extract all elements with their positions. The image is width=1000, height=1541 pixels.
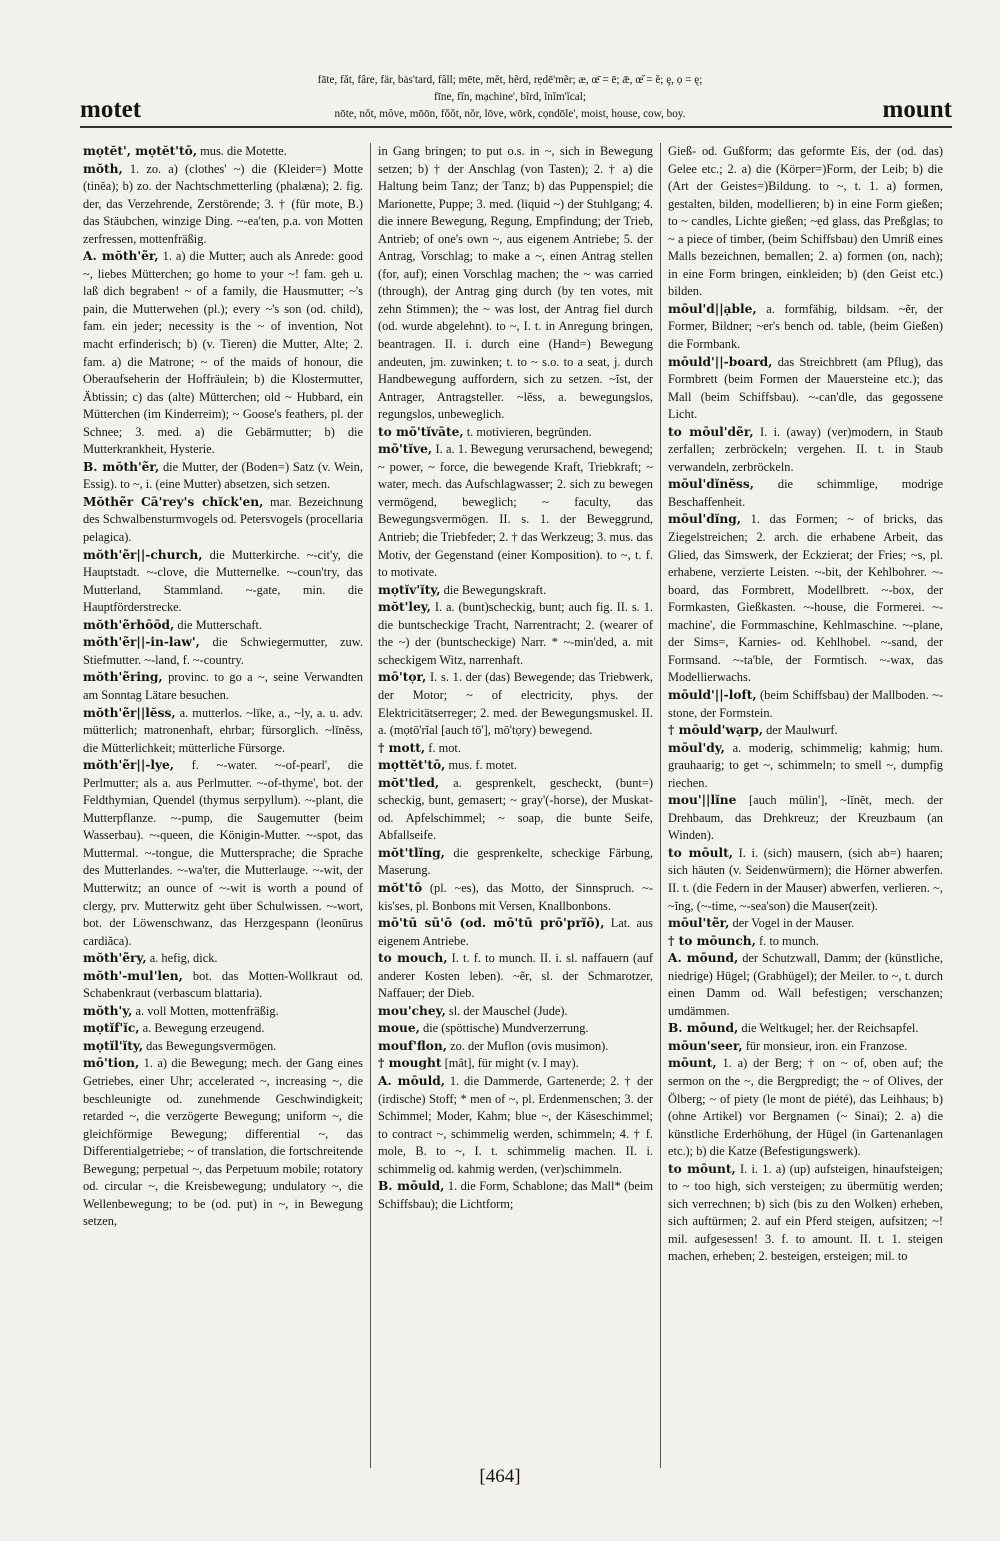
entry-definition: I. s. 1. der (das) Bewegende; das Triebwerk, der Motor; ~ of electricity, phys. der Elektricitätserreger; 2. med. der Bewegungsmuskel. II. a. (mọtō'rĭal [auch tō'], mō'tọry) bewegend. [378,670,653,738]
entry-headword: mōul'dy, [668,740,725,755]
dictionary-entry [83,248,363,459]
entry-definition: 1. a) die Mutter; auch als Anrede: good ~, liebes Mütterchen; go home to your ~! fam. geh u. laß dich begraben! ~ of a family, die Hausmutter; ~'s pain, die Mutterwehen (pl.); every ~'s son (od. child), fam. ein jeder; necessity is the ~ of invention, Not macht erfinderisch; b) (v. Tieren) die Mutter, Alte; 2. fam. a) die Matrone; ~ of the maids of honour, die Oberaufseherin der Hoffräulein; b) die Klostermutter, Äbtissin; c) das (alte) Mütterchen; old ~ Hubbard, ein Mütterchen (im Kinderreim); ~ Goose's feathers, pl. der Schnee; 3. med. a) die Gebärmutter; b) die Mutterkrankheit, Hysterie. [83,249,363,457]
dictionary-entry [668,950,943,1020]
entry-headword: mouf'flon, [378,1038,447,1053]
entry-definition: a. gesprenkelt, gescheckt, (bunt=) scheckig, bunt, gemasert; ~ gray'(-horse), der Muskat- od. Apfelschimmel; ~ soap, die bunte Seife, Abfallseife. [378,775,653,843]
entry-definition: die Weltkugel; her. der Reichsapfel. [741,1021,919,1036]
entry-headword: mŏth'ẽr||-in-law', [83,635,200,650]
entry-headword: to mō'tĭvāte, [378,424,464,439]
dictionary-entry [83,494,363,547]
entry-headword: mŏth'y, [83,1003,133,1018]
entry-headword: † mōuld'wạrp, [668,723,763,738]
entry-headword: B. mōund, [668,1021,739,1036]
entry-definition: die gesprenkelte, scheckige Färbung, Maserung. [378,845,653,878]
entry-headword: B. mōuld, [378,1179,445,1194]
entry-definition: mar. Bezeichnung des Schwalbensturmvogels od. Petersvogels (procellaria pelagica). [83,494,363,545]
entry-definition: (pl. ~es), das Motto, der Sinnspruch. ~-kis'ses, pl. Bonbons mit Versen, Knallbonbons. [378,880,653,913]
dictionary-entry [83,161,363,249]
dictionary-entry [378,1073,653,1178]
entry-headword: mou'chey, [378,1003,446,1018]
dictionary-entry [83,1020,363,1038]
entry-definition: 1. die Form, Schablone; das Mall* (beim Schiffsbau); die Lichtform; [378,1179,653,1211]
entry-headword: to mōunt, [668,1161,736,1176]
entry-definition: Gieß- od. Gußform; das geformte Eis, der (od. das) Gelee etc.; 2. a) die (Körper=)Form, der Leib; b) die (Art der Geistes=)Bildung. to ~, t. 1. a) formen, gestalten, bilden, modellieren; b) in eine Form gießen; to ~ candles, Lichte gießen; ~ẹd glass, das Preßglas; to ~ a piece of timber, (beim Schiffsbau) den Umriß eines Malls bezeichnen, bemallen; 2. a) formen (on, nach); in eine Form bringen, einkleiden; b) (den Geist etc.) bilden. [668,144,943,299]
entry-definition: für monsieur, iron. ein Franzose. [745,1038,908,1053]
dictionary-entry [378,599,653,669]
entry-headword: A. mōuld, [378,1073,445,1088]
entry-definition: die (spöttische) Mundverzerrung. [423,1021,589,1036]
entry-headword: mŏt'tō [378,880,423,895]
entry-headword: mŏt'tlĭng, [378,845,445,860]
dictionary-entry [378,1038,653,1056]
entry-definition: die Bewegungskraft. [443,582,547,597]
dictionary-entry [668,476,943,511]
entry-headword: mŏth'ẽr||-church, [83,547,203,562]
entry-definition: das Streichbrett (am Pflug), das Formbrett (beim Formen der Mauersteine etc.); das Mall (beim Schiffsbau). ~-can'dle, das gegossene Licht. [668,354,943,422]
right-guide-word: mount [882,96,952,123]
entry-headword: mōuld'||-board, [668,354,773,369]
entry-definition: a. formfähig, bildsam. ~ẽr, der Former, Bildner; ~er's bench od. table, (beim Gießen) die Formbank. [668,301,943,352]
entry-headword: mō'tọr, [378,670,427,685]
entry-definition: 1. zo. a) (clothes' ~) die (Kleider=) Motte (tinĕa); b) zo. der Nachtschmetterling (phalæna); 2. fig. der, das Verzehrende, Zerstörende; 3. † (für mote, B.) das Stäubchen, winzige Ding. ~-ea'ten, p.a. von Motten zerfressen, mottenfräßig. [83,161,363,246]
dictionary-entry [378,424,653,442]
entry-definition: a. mutterlos. ~līke, a., ~ly, a. u. adv. mütterlich; matronenhaft, ehrbar; fürsorglich. ~līnĕss, die Mütterlichkeit; mütterliche Fürsorge. [83,705,363,755]
entry-definition: Lat. aus eigenem Antriebe. [378,916,653,948]
dictionary-entry [668,1161,943,1266]
entry-definition: sl. der Mauschel (Jude). [448,1003,568,1018]
entry-definition: I. i. (sich) mausern, (sich ab=) haaren; sich häuten (v. Seidenwürmern); die Hörner abwerfen. II. t. (die Federn in der Mauser) abwerfen, verlieren. ~, ~ĭng, (~-time, ~-sea'son) die Mauser(zeit). [668,845,943,913]
entry-headword: mŏt'ley, [378,600,431,615]
dictionary-entry [378,1020,653,1038]
pronunciation-key-line: nōte, nŏt, môve, mōōn, fŏŏt, nŏr, lōve, wōrk, cọndōle', moist, house, cow, boy. [334,108,686,120]
entry-definition: die Schwiegermutter, zuw. Stiefmutter. ~-land, f. ~-country. [83,635,363,667]
dictionary-entry [378,845,653,880]
dictionary-entry [378,441,653,581]
entry-headword: to mouch, [378,951,448,966]
entry-definition: 1. a) der Berg; † on ~ of, oben auf; the sermon on the ~, die Bergpredigt; the ~ of Olives, der Ölberg; ~ of piety (le mont de piété), das Leihhaus; b) (ohne Artikel) vor Bergnamen (~ Sinai); 2. a) die künstliche Erderhöhung, der Hügel (in Gartenanlagen etc.); b) die Katze (Befestigungswerk). [668,1056,943,1159]
dictionary-entry [378,915,653,950]
entry-definition: a. hefig, dick. [149,951,218,966]
dictionary-entry [83,669,363,704]
entry-headword: A. mōund, [668,951,739,966]
dictionary-entry [668,1055,943,1160]
dictionary-entry [378,143,653,424]
dictionary-entry [378,740,653,758]
dictionary-entry [378,950,653,1003]
dictionary-entry [378,582,653,600]
dictionary-entry [668,143,943,301]
entry-headword: mọtĭl'ĭty, [83,1038,144,1053]
entry-definition: das Bewegungsvermögen. [146,1038,277,1053]
dictionary-entry [83,617,363,635]
entry-definition: der Vogel in der Mauser. [732,916,855,931]
dictionary-entry [378,1178,653,1213]
dictionary-entry [668,915,943,933]
entry-definition: bot. das Motten-Wollkraut od. Schabenkraut (verbascum blattaria). [83,968,363,1001]
entry-headword: mōuld'||-loft, [668,687,757,702]
dictionary-entry [668,301,943,354]
entry-definition: f. ~-water. ~-of-pearl', die Perlmutter; als a. aus Perlmutter. ~-of-thyme', bot. der Feldthymian, Quendel (thymus serpyllum). ~-plant, die Mutterpflanze. ~-pump, die Saugemutter (beim Wasserbau). ~-queen, die Königin-Mutter. ~-spot, das Muttermal. ~-tongue, die Muttersprache; die Sprache des Mutterlandes. ~-wa'ter, die Mutterlauge. ~-wit, der Mutterwitz; an ounce of ~-wit is worth a pound of clergy, prv. Mutterwitz geht über Schulwissen. ~-wort, bot. der Löwenschwanz, das Herzgespann (leonūrus cardiăca). [83,758,363,948]
dictionary-entry [668,792,943,845]
dictionary-entry [668,1038,943,1056]
dictionary-entry [378,1003,653,1021]
entry-definition: mus. f. motet. [448,758,518,773]
entry-definition: I. i. 1. a) (up) aufsteigen, hinaufsteigen; to ~ too high, sich versteigen; zu übermütig werden; sich verrechnen; b) sich (bis zu den Wolken) erheben, sich auftürmen; 2. auf ein Pferd steigen, aufsitzen; ~! mil. aufgesessen! 3. f. to amount. II. t. 1. steigen machen, erheben; 2. besteigen, ersteigen; mil. to [668,1161,943,1264]
dictionary-entry [83,757,363,950]
entry-definition: zo. der Muflon (ovis musimon). [450,1038,609,1053]
entry-headword: mŏth'-mul'len, [83,968,183,983]
dictionary-entry [668,722,943,740]
entry-definition: a. moderig, schimmelig; kahmig; hum. grauhaarig; to get ~, schimmeln; to smell ~, dumpfig riechen. [668,740,943,790]
page-number: [464] [479,1466,521,1487]
column-3 [660,143,950,1468]
entry-definition: mus. die Motette. [200,144,287,158]
dictionary-entry [668,933,943,951]
entry-headword: mou'||lĭne [668,793,737,808]
dictionary-entry [668,740,943,793]
entry-definition: 1. a) die Bewegung; mech. der Gang eines Getriebes, einer Uhr; accelerated ~, increasing ~, die beschleunigte od. zunehmende Geschwindigkeit; retarded ~, die verzögerte Bewegung; uniform ~, die gleichförmige Bewegung; differential ~, das Differentialgetriebe; ~ of translation, die fortschreitende Bewegung; perpetual ~, das Perpetuum mobile; rotatory od. circular ~, die Kreisbewegung; undulatory ~, die Wellenbewegung; to be (od. put) in ~, in Bewegung setzen, [83,1056,363,1229]
entry-definition: f. mot. [428,740,461,755]
entry-headword: B. mŏth'ẽr, [83,459,160,474]
entry-definition: I. t. f. to munch. II. i. sl. naffauern (auf anderer Kosten leben). ~ẽr, sl. der Schmarotzer, Naffauer; der Dieb. [378,951,653,1001]
entry-definition: der Maulwurf. [766,723,838,738]
dictionary-entry [378,1055,653,1073]
entry-headword: mōunt, [668,1056,717,1071]
entry-headword: moue, [378,1021,420,1036]
entry-headword: mōul'tẽr, [668,916,730,931]
entry-headword: Mŏthẽr Cā'rey's chĭck'en, [83,494,264,509]
column-1 [80,143,370,1468]
dictionary-entry [668,511,943,686]
entry-headword: to mōul'dẽr, [668,424,754,439]
entry-definition: I. a. 1. Bewegung verursachend, bewegend; ~ power, ~ force, die bewegende Kraft, Triebkraft; ~ water, mech. das Aufschlagwasser; 2. sich zu bewegen vermögend, beweglich; ~ faculty, das Bewegungsvermögen. II. s. 1. der Beweggrund, Antrieb; die Triebfeder; 2. † das Werkzeug; 3. mus. das Motiv, der Gegenstand (einer Komposition). to ~, t. f. to motivate. [378,442,653,580]
dictionary-entry [83,459,363,494]
dictionary-entry [83,950,363,968]
entry-headword: mŏth, [83,161,123,176]
entry-definition: (beim Schiffsbau) der Mallboden. ~-stone, der Formstein. [668,687,943,720]
entry-headword: mō'tion, [83,1056,140,1071]
dictionary-entry [83,968,363,1003]
dictionary-entry [83,705,363,758]
dictionary-entry [668,354,943,424]
dictionary-entry [668,1020,943,1038]
dictionary-entry [378,669,653,739]
entry-headword: mŏth'ẽring, [83,670,163,685]
entry-headword: mọtĕt', mọtĕt'tō, [83,144,198,158]
dictionary-entry [378,880,653,915]
dictionary-entry [83,1055,363,1230]
entry-headword: mō'tū sū'ō (od. mō'tū prō'prĭō), [378,916,605,931]
entry-definition: [auch mūlin'], ~lĭnĕt, mech. der Drehbaum, das Drehkreuz; der Kreuzbaum (an Winden). [668,793,943,843]
entry-headword: to mōult, [668,845,733,860]
dictionary-entry [668,687,943,722]
entry-headword: mōun'seer, [668,1038,743,1053]
entry-headword: † mought [378,1056,442,1071]
entry-headword: A. mŏth'ẽr, [83,249,159,264]
entry-headword: mōul'dĭnĕss, [668,477,754,492]
entry-headword: mōul'd||ạble, [668,301,757,316]
entry-headword: mō'tĭve, [378,442,433,457]
dictionary-entry [378,775,653,845]
column-2 [370,143,660,1468]
pronunciation-key-line: fāte, făt, fâre, fär, bȧs'tard, fâll; mēte, mĕt, hẽrd, rẹdē'mẽr; æ, œ̄ = ē; ǣ, œ̆ = ĕ; ȩ, ọ = ę; [317,74,703,86]
dictionary-entry [83,634,363,669]
entry-headword: mŏth'ẽrhōōd, [83,617,175,632]
entry-headword: mọtĭv'ĭty, [378,582,441,597]
entry-definition: a. Bewegung erzeugend. [142,1021,265,1036]
pronunciation-key [230,72,790,123]
entry-definition: in Gang bringen; to put o.s. in ~, sich in Bewegung setzen; b) † der Anschlag (von Tasten); 2. † a) die Haltung beim Tanz; der Tanz; b) das Puppenspiel; die Marionette, Puppe; 3. med. (liquid ~) der Stuhlgang; 4. die innere Bewegung, Regung, Empfindung; der Trieb, Antrieb; of one's own ~, aus eigenem Antriebe; 5. der Antrag, Vorschlag; to make a ~, einen Antrag stellen (for, auf); einen Vorschlag machen; the ~ was carried (through), der Antrag ging durch (by ten votes, mit zehn Stimmen); the ~ was lost, der Antrag fiel durch (od. wurde abgelehnt). to ~, I. t. in Anregung bringen, beantragen. II. i. durch eine (Hand=) Bewegung andeuten, jm. zuwinken; t. to ~ s.o. to a seat, j. durch Handbewegung auffordern, sich zu setzen. ~ĭst, der Antrager, Antragsteller. ~lĕss, a. bewegungslos, regungslos, unbeweglich. [378,144,653,422]
entry-definition: 1. die Dammerde, Gartenerde; 2. † der (irdische) Stoff; * men of ~, pl. Erdenmenschen; 3. der Schimmel; Moder, Kahm; blue ~, der Käseschimmel; to contract ~, schimmelig werden, schimmeln; 4. † f. mole, B. to ~, I. t. schimmelig machen. II. i. schimmelig od. kahmig werden, (ver)schimmeln. [378,1073,653,1176]
entry-definition: t. motivieren, begründen. [466,424,592,439]
dictionary-entry [83,143,363,161]
dictionary-entry [668,845,943,915]
dictionary-entry [83,547,363,617]
entry-definition: a. voll Motten, mottenfräßig. [135,1003,279,1018]
entry-headword: † to mōunch, [668,933,756,948]
entry-definition: die Mutterschaft. [177,617,263,632]
dictionary-entry [668,424,943,477]
entry-definition: [mât], für might (v. I may). [444,1056,579,1071]
entry-definition: I. a. (bunt)scheckig, bunt; auch fig. II. s. 1. die buntscheckige Tracht, Narrentracht; 2. (wearer of the ~) der (buntscheckige) Narr. * ~-min'ded, a. mit scheckigem Witz, narrenhaft. [378,600,653,667]
entry-definition: f. to munch. [759,933,819,948]
entry-definition: I. i. (away) (ver)modern, in Staub zerfallen; zerbröckeln; vergehen. II. t. in Staub verwandeln, zerbröckeln. [668,424,943,474]
left-guide-word: motet [80,96,142,123]
entry-headword: mŏth'ẽr||lĕss, [83,705,176,720]
entry-headword: mŏth'ẽry, [83,951,147,966]
entry-headword: mọtĭf'ĭc, [83,1021,140,1036]
header-rule [80,126,952,128]
entry-headword: mọttĕt'tō, [378,758,446,773]
entry-headword: † mott, [378,740,426,755]
entry-definition: der Schutzwall, Damm; der (künstliche, niedrige) Hügel; (Grabhügel); der Meiler. to ~, t. durch einen Damm od. Wall befestigen; verschanzen; umdämmen. [668,951,943,1018]
dictionary-entry [83,1003,363,1021]
dictionary-entry [378,757,653,775]
entry-headword: mŏth'ẽr||-lye, [83,758,175,773]
pronunciation-key-line: fīne, fĭn, mạchine', bĩrd, ĭnĭm'ĭcal; [434,91,586,103]
entry-definition: die Mutterkirche. ~-cit'y, die Hauptstadt. ~-clove, die Mutternelke. ~-coun'try, das Mutterland, Stammland. ~-gate, min. die Hauptförderstrecke. [83,547,363,615]
entry-definition: die schimmlige, modrige Beschaffenheit. [668,477,943,509]
entry-headword: mōul'dĭng, [668,512,742,527]
entry-definition: provinc. to go a ~, seine Verwandten am Sonntag Lätare besuchen. [83,670,363,702]
entry-definition: die Mutter, der (Boden=) Satz (v. Wein, Essig). to ~, i. (eine Mutter) absetzen, sich setzen. [83,459,363,492]
entry-headword: mŏt'tled, [378,775,440,790]
dictionary-entry [83,1038,363,1056]
entry-definition: 1. das Formen; ~ of bricks, das Ziegelstreichen; 2. arch. die erhabene Arbeit, das Glied, das Simswerk, der Eckzierat; der Fries; ~s, pl. erhabene, verzierte Leisten. ~-bit, der Kehlbohrer. ~-board, das Formbrett, Modellbrett. ~-box, der Formkasten, Gießkasten. ~-house, die Formerei. ~-machine', die Formmaschine, Kehlmaschine. ~-plane, der Sims=, Karnies- od. Kehlhobel. ~-sand, der Formsand. ~-ta'ble, der Formtisch. ~-wax, das Modellierwachs. [668,512,943,685]
dictionary-columns [80,143,952,1468]
